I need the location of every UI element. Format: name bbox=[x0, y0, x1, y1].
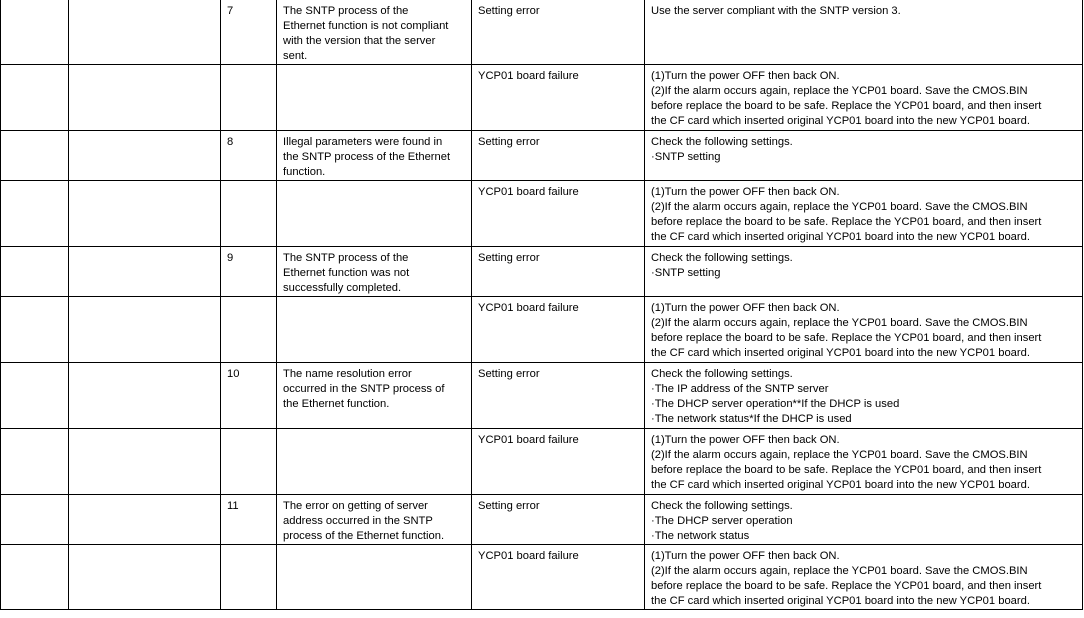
cause-cell: YCP01 board failure bbox=[472, 429, 645, 495]
error-description: The SNTP process of the Ethernet function was not successfully completed. bbox=[277, 247, 472, 297]
blank-cell bbox=[221, 297, 277, 363]
detail-code: 11 bbox=[221, 495, 277, 545]
blank-cell bbox=[221, 181, 277, 247]
table-row bbox=[1, 247, 1083, 297]
blank-cell bbox=[277, 545, 472, 610]
cause-cell: YCP01 board failure bbox=[472, 545, 645, 610]
blank-cell bbox=[277, 65, 472, 131]
table-row bbox=[1, 181, 1083, 247]
table-body bbox=[1, 0, 1083, 610]
blank-cell bbox=[69, 495, 221, 545]
blank-cell bbox=[69, 0, 221, 65]
remedy-cell: (1)Turn the power OFF then back ON. (2)If the alarm occurs again, replace the YCP01 board. Save the CMOS.BIN before replace the board to be safe. Replace the YCP01 board, and then insert the CF card which inserted original YCP01 board into the new YCP01 board. bbox=[645, 297, 1083, 363]
cause-cell: YCP01 board failure bbox=[472, 297, 645, 363]
blank-cell bbox=[1, 297, 69, 363]
table-row bbox=[1, 297, 1083, 363]
detail-code: 7 bbox=[221, 0, 277, 65]
blank-cell bbox=[1, 545, 69, 610]
cause-cell: Setting error bbox=[472, 363, 645, 429]
blank-cell bbox=[277, 181, 472, 247]
blank-cell bbox=[69, 181, 221, 247]
blank-cell bbox=[1, 181, 69, 247]
blank-cell bbox=[1, 131, 69, 181]
blank-cell bbox=[69, 297, 221, 363]
blank-cell bbox=[1, 0, 69, 65]
error-description: Illegal parameters were found in the SNTP process of the Ethernet function. bbox=[277, 131, 472, 181]
remedy-cell: Check the following settings. ·SNTP setting bbox=[645, 247, 1083, 297]
remedy-cell: (1)Turn the power OFF then back ON. (2)If the alarm occurs again, replace the YCP01 board. Save the CMOS.BIN before replace the board to be safe. Replace the YCP01 board, and then insert the CF card which inserted original YCP01 board into the new YCP01 board. bbox=[645, 65, 1083, 131]
error-description: The error on getting of server address occurred in the SNTP process of the Ethernet function. bbox=[277, 495, 472, 545]
table-row bbox=[1, 65, 1083, 131]
table-row bbox=[1, 545, 1083, 610]
blank-cell bbox=[1, 495, 69, 545]
cause-cell: Setting error bbox=[472, 495, 645, 545]
blank-cell bbox=[69, 429, 221, 495]
detail-code: 9 bbox=[221, 247, 277, 297]
cause-cell: Setting error bbox=[472, 131, 645, 181]
blank-cell bbox=[221, 429, 277, 495]
cause-cell: Setting error bbox=[472, 0, 645, 65]
error-description: The SNTP process of the Ethernet function is not compliant with the version that the server sent. bbox=[277, 0, 472, 65]
blank-cell bbox=[69, 131, 221, 181]
blank-cell bbox=[277, 429, 472, 495]
remedy-cell: (1)Turn the power OFF then back ON. (2)If the alarm occurs again, replace the YCP01 board. Save the CMOS.BIN before replace the board to be safe. Replace the YCP01 board, and then insert the CF card which inserted original YCP01 board into the new YCP01 board. bbox=[645, 181, 1083, 247]
remedy-cell: Use the server compliant with the SNTP version 3. bbox=[645, 0, 1083, 65]
cause-cell: YCP01 board failure bbox=[472, 65, 645, 131]
detail-code: 8 bbox=[221, 131, 277, 181]
remedy-cell: Check the following settings. ·The DHCP server operation ·The network status bbox=[645, 495, 1083, 545]
blank-cell bbox=[69, 65, 221, 131]
remedy-cell: Check the following settings. ·The IP address of the SNTP server ·The DHCP server operation**If the DHCP is used ·The network status*If the DHCP is used bbox=[645, 363, 1083, 429]
table-row bbox=[1, 495, 1083, 545]
remedy-cell: (1)Turn the power OFF then back ON. (2)If the alarm occurs again, replace the YCP01 board. Save the CMOS.BIN before replace the board to be safe. Replace the YCP01 board, and then insert the CF card which inserted original YCP01 board into the new YCP01 board. bbox=[645, 545, 1083, 610]
table-row bbox=[1, 429, 1083, 495]
blank-cell bbox=[1, 363, 69, 429]
remedy-cell: (1)Turn the power OFF then back ON. (2)If the alarm occurs again, replace the YCP01 board. Save the CMOS.BIN before replace the board to be safe. Replace the YCP01 board, and then insert the CF card which inserted original YCP01 board into the new YCP01 board. bbox=[645, 429, 1083, 495]
error-description: The name resolution error occurred in the SNTP process of the Ethernet function. bbox=[277, 363, 472, 429]
table-row bbox=[1, 0, 1083, 65]
blank-cell bbox=[69, 247, 221, 297]
detail-code: 10 bbox=[221, 363, 277, 429]
table-row bbox=[1, 131, 1083, 181]
blank-cell bbox=[69, 545, 221, 610]
cause-cell: Setting error bbox=[472, 247, 645, 297]
table-row bbox=[1, 363, 1083, 429]
remedy-cell: Check the following settings. ·SNTP setting bbox=[645, 131, 1083, 181]
blank-cell bbox=[1, 65, 69, 131]
blank-cell bbox=[1, 247, 69, 297]
blank-cell bbox=[1, 429, 69, 495]
blank-cell bbox=[277, 297, 472, 363]
blank-cell bbox=[69, 363, 221, 429]
blank-cell bbox=[221, 65, 277, 131]
blank-cell bbox=[221, 545, 277, 610]
cause-cell: YCP01 board failure bbox=[472, 181, 645, 247]
